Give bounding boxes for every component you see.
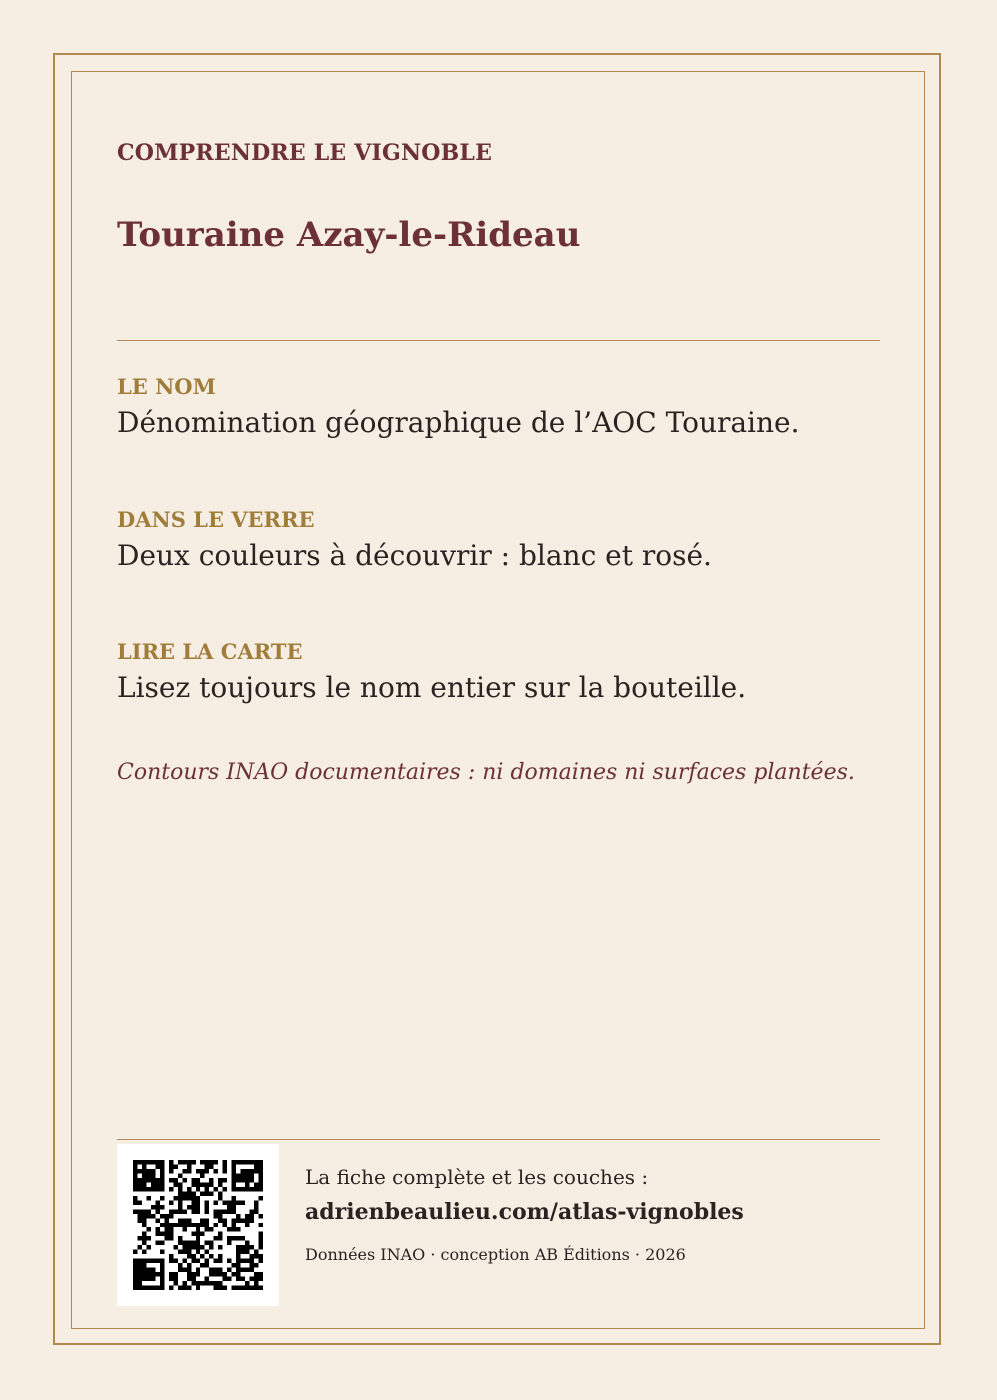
section-label-glass: DANS LE VERRE (117, 507, 315, 532)
section-text-glass: Deux couleurs à découvrir : blanc et rosé. (117, 539, 712, 572)
footer-credit: Données INAO · conception AB Éditions · 2026 (305, 1245, 686, 1264)
qr-code (117, 1144, 279, 1306)
top-divider (117, 340, 880, 341)
section-text-name: Dénomination géographique de l’AOC Touraine. (117, 406, 800, 439)
kicker-heading: COMPRENDRE LE VIGNOBLE (117, 140, 493, 166)
documentary-note: Contours INAO documentaires : ni domaines ni surfaces plantées. (117, 760, 855, 785)
qr-code-graphic (133, 1160, 263, 1290)
section-label-name: LE NOM (117, 374, 216, 399)
footer-url-link[interactable]: adrienbeaulieu.com/atlas-vignobles (305, 1199, 744, 1225)
section-text-map: Lisez toujours le nom entier sur la bouteille. (117, 671, 747, 704)
section-label-map: LIRE LA CARTE (117, 639, 303, 664)
page-title: Touraine Azay-le-Rideau (117, 215, 581, 255)
bottom-divider (117, 1139, 880, 1140)
footer-lead-text: La fiche complète et les couches : (305, 1165, 649, 1189)
